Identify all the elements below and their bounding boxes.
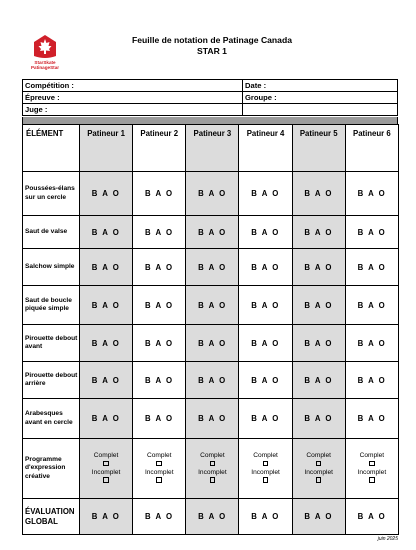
checkbox-icon — [316, 477, 322, 483]
rating-cell[interactable]: B A O — [345, 325, 398, 362]
row-label: Pirouette debout arrière — [23, 362, 80, 399]
skater-header: Patineur 5 — [292, 125, 345, 172]
rating-cell[interactable]: B A O — [239, 249, 292, 286]
rating-cell[interactable]: B A O — [292, 172, 345, 216]
rating-cell[interactable]: B A O — [239, 399, 292, 439]
rating-cell[interactable]: B A O — [239, 325, 292, 362]
rating-cell[interactable]: B A O — [345, 286, 398, 325]
row-label: Saut de valse — [23, 216, 80, 249]
rating-cell[interactable]: B A O — [345, 362, 398, 399]
rating-cell[interactable]: B A O — [292, 325, 345, 362]
empty-field — [243, 104, 398, 116]
element-row — [23, 362, 399, 399]
element-header: ÉLÉMENT — [23, 125, 80, 172]
rating-cell[interactable]: B A O — [239, 286, 292, 325]
rating-cell[interactable]: B A O — [292, 216, 345, 249]
checkbox-icon — [103, 461, 109, 467]
rating-cell[interactable]: B A O — [292, 286, 345, 325]
checkbox-icon — [210, 461, 216, 467]
rating-cell[interactable]: B A O — [292, 362, 345, 399]
skater-header: Patineur 4 — [239, 125, 292, 172]
rating-cell[interactable]: B A O — [239, 362, 292, 399]
rating-cell[interactable]: B A O — [133, 216, 186, 249]
info-table — [22, 79, 398, 116]
rating-cell[interactable]: B A O — [80, 216, 133, 249]
checkbox-icon — [316, 461, 322, 467]
scoring-table — [22, 124, 399, 535]
program-cell[interactable]: Complet Incomplet — [239, 439, 292, 499]
rating-cell[interactable]: B A O — [80, 286, 133, 325]
rating-cell[interactable]: B A O — [345, 399, 398, 439]
element-row — [23, 286, 399, 325]
checkbox-icon — [369, 477, 375, 483]
element-row — [23, 399, 399, 439]
rating-cell[interactable]: B A O — [186, 325, 239, 362]
checkbox-icon — [369, 461, 375, 467]
juge-field[interactable]: Juge : — [23, 104, 243, 116]
rating-cell[interactable]: B A O — [186, 249, 239, 286]
element-row — [23, 172, 399, 216]
rating-cell[interactable]: B A O — [292, 399, 345, 439]
row-label: Arabesques avant en cercle — [23, 399, 80, 439]
page-title: Feuille de notation de Patinage Canada — [132, 35, 292, 45]
row-label: Pirouette debout avant — [23, 325, 80, 362]
row-label: Programme d'expression créative — [23, 439, 80, 499]
program-cell[interactable]: Complet Incomplet — [80, 439, 133, 499]
divider-bar — [22, 117, 398, 124]
rating-cell[interactable]: B A O — [345, 172, 398, 216]
program-cell[interactable]: Complet Incomplet — [186, 439, 239, 499]
rating-cell[interactable]: B A O — [80, 172, 133, 216]
rating-cell[interactable]: B A O — [186, 286, 239, 325]
checkbox-icon — [156, 477, 162, 483]
rating-cell[interactable]: B A O — [80, 249, 133, 286]
rating-cell[interactable]: B A O — [186, 362, 239, 399]
skater-header: Patineur 1 — [80, 125, 133, 172]
checkbox-icon — [156, 461, 162, 467]
epreuve-field[interactable]: Épreuve : — [23, 92, 243, 104]
rating-cell[interactable]: B A O — [80, 499, 133, 535]
element-row — [23, 216, 399, 249]
rating-cell[interactable]: B A O — [345, 249, 398, 286]
skater-header: Patineur 2 — [133, 125, 186, 172]
groupe-field[interactable]: Groupe : — [243, 92, 398, 104]
page-subtitle: STAR 1 — [197, 46, 227, 56]
rating-cell[interactable]: B A O — [186, 399, 239, 439]
program-cell[interactable]: Complet Incomplet — [133, 439, 186, 499]
rating-cell[interactable]: B A O — [292, 499, 345, 535]
date-field[interactable]: Date : — [243, 80, 398, 92]
rating-cell[interactable]: B A O — [239, 172, 292, 216]
page-header — [22, 34, 402, 80]
brand-name: StarSkate — [34, 60, 56, 65]
row-label: Poussées-élans sur un cercle — [23, 172, 80, 216]
row-label: Saut de boucle piquée simple — [23, 286, 80, 325]
checkbox-icon — [263, 477, 269, 483]
checkbox-icon — [210, 477, 216, 483]
checkbox-icon — [103, 477, 109, 483]
rating-cell[interactable]: B A O — [133, 399, 186, 439]
footer-date: juin 2025 — [377, 536, 398, 542]
rating-cell[interactable]: B A O — [345, 216, 398, 249]
rating-cell[interactable]: B A O — [186, 216, 239, 249]
global-row — [23, 499, 399, 535]
rating-cell[interactable]: B A O — [133, 362, 186, 399]
program-cell[interactable]: Complet Incomplet — [345, 439, 398, 499]
rating-cell[interactable]: B A O — [345, 499, 398, 535]
rating-cell[interactable]: B A O — [239, 216, 292, 249]
program-cell[interactable]: Complet Incomplet — [292, 439, 345, 499]
competition-field[interactable]: Compétition : — [23, 80, 243, 92]
element-row — [23, 325, 399, 362]
rating-cell[interactable]: B A O — [186, 172, 239, 216]
rating-cell[interactable]: B A O — [133, 172, 186, 216]
rating-cell[interactable]: B A O — [239, 499, 292, 535]
rating-cell[interactable]: B A O — [133, 499, 186, 535]
checkbox-icon — [263, 461, 269, 467]
rating-cell[interactable]: B A O — [186, 499, 239, 535]
brand-name-fr: PatinageStar — [30, 65, 60, 70]
program-row — [23, 439, 399, 499]
header-row — [23, 125, 399, 172]
skater-header: Patineur 6 — [345, 125, 398, 172]
rating-cell[interactable]: B A O — [80, 325, 133, 362]
row-label: Salchow simple — [23, 249, 80, 286]
rating-cell[interactable]: B A O — [80, 399, 133, 439]
skater-header: Patineur 3 — [186, 125, 239, 172]
element-row — [23, 249, 399, 286]
rating-cell[interactable]: B A O — [133, 325, 186, 362]
row-label: ÉVALUATION GLOBAL — [23, 499, 80, 535]
rating-cell[interactable]: B A O — [133, 249, 186, 286]
rating-cell[interactable]: B A O — [80, 362, 133, 399]
rating-cell[interactable]: B A O — [133, 286, 186, 325]
rating-cell[interactable]: B A O — [292, 249, 345, 286]
